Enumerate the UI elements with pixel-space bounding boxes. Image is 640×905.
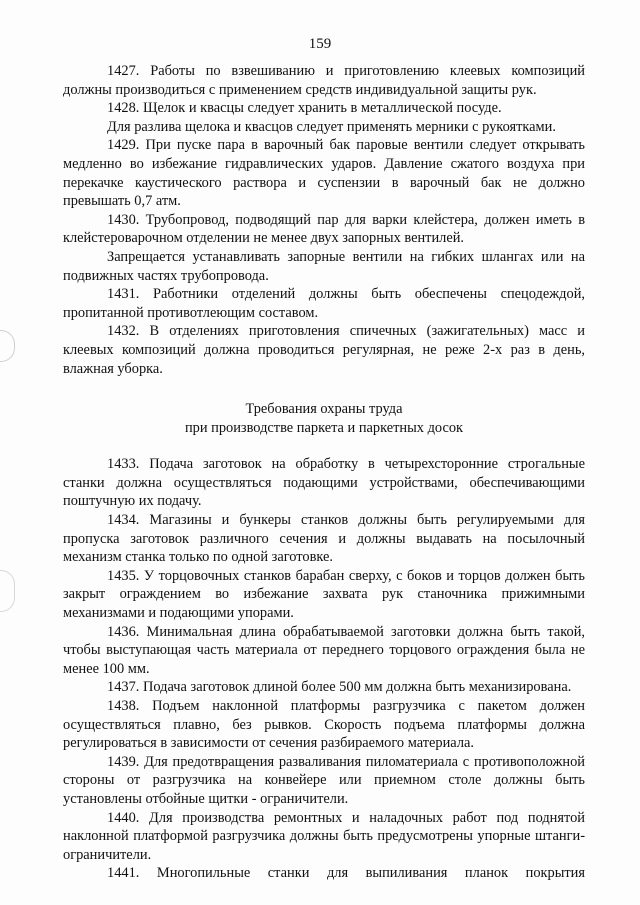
paragraph-1436: 1436. Минимальная длина обрабатываемой заготовки должна быть такой, чтобы выступающая часть материала от переднего торцового ограждения была не менее 100 мм. [63, 623, 585, 677]
paragraph-1429: 1429. При пуске пара в варочный бак паровые вентили следует открывать медленно во избежание гидравлических ударов. Давление сжатого воздуха при перекачке каустического раствора и суспензии в варочный бак не должно превышать 0,7 атм. [63, 137, 585, 210]
paragraph-1431: 1431. Работники отделений должны быть обеспечены спецодеждой, пропитанной противотлеющим составом. [63, 286, 585, 321]
paragraph-1430: 1430. Трубопровод, подводящий пар для варки клейстера, должен иметь в клейстероварочном отделении не менее двух запорных вентилей. [63, 211, 585, 247]
paragraph-1441: 1441. Многопильные станки для выпиливания планок покрытия [107, 865, 585, 882]
binding-hole-mark [0, 570, 15, 612]
paragraph-1434: 1434. Магазины и бункеры станков должны быть регулируемыми для пропуска заготовок различного сечения и должны выдавать на посылочный механизм станка только по одной заготовке. [63, 512, 585, 566]
section-heading-line-1: Требования охраны труда [245, 401, 403, 418]
paragraph-1439: 1439. Для предотвращения разваливания пиломатериала с противоположной стороны от разгрузчика на конвейере или приемном столе должны быть установлены отбойные щитки - ограничители. [63, 753, 585, 807]
paragraph-1427: 1427. Работы по взвешиванию и приготовлению клеевых композиций должны производиться с применением средств индивидуальной защиты рук. [63, 63, 585, 98]
paragraph-1438: 1438. Подъем наклонной платформы разгрузчика с пакетом должен осуществляться плавно, без рывков. Скорость подъема платформы должна регулироваться в зависимости от сечения разбираемого материала. [63, 698, 585, 752]
paragraph-1435: 1435. У торцовочных станков барабан сверху, с боков и торцов должен быть закрыт ограждением во избежание захвата рук станочника прижимными механизмами и подающими упорами. [63, 567, 585, 622]
binding-hole-mark [0, 330, 15, 362]
paragraph-1428-cont: Для разлива щелока и квасцов следует применять мерники с рукоятками. [107, 118, 556, 135]
page-number: 159 [308, 36, 332, 52]
section-heading [63, 400, 585, 437]
paragraph-1433: 1433. Подача заготовок на обработку в четырехсторонние строгальные станки должна осуществляться подающими устройствами, обеспечивающими поштучную их подачу. [63, 456, 585, 510]
section-heading-line-2: при производстве паркета и паркетных досок [184, 419, 464, 436]
paragraph-1437: 1437. Подача заготовок длиной более 500 мм должна быть механизирована. [107, 679, 572, 696]
body-text [63, 62, 585, 883]
paragraph-1440: 1440. Для производства ремонтных и наладочных работ под поднятой наклонной платформой разгрузчика должны быть предусмотрены упорные штанги-ограничители. [63, 809, 585, 863]
paragraph-1432: 1432. В отделениях приготовления спичечных (зажигательных) масс и клеевых композиций должна проводиться регулярная, не реже 2-х раз в день, влажная уборка. [63, 323, 585, 377]
paragraph-1430-cont: Запрещается устанавливать запорные вентили на гибких шлангах или на подвижных частях трубопровода. [63, 248, 585, 284]
paragraph-1428: 1428. Щелок и квасцы следует хранить в металлической посуде. [107, 100, 502, 117]
